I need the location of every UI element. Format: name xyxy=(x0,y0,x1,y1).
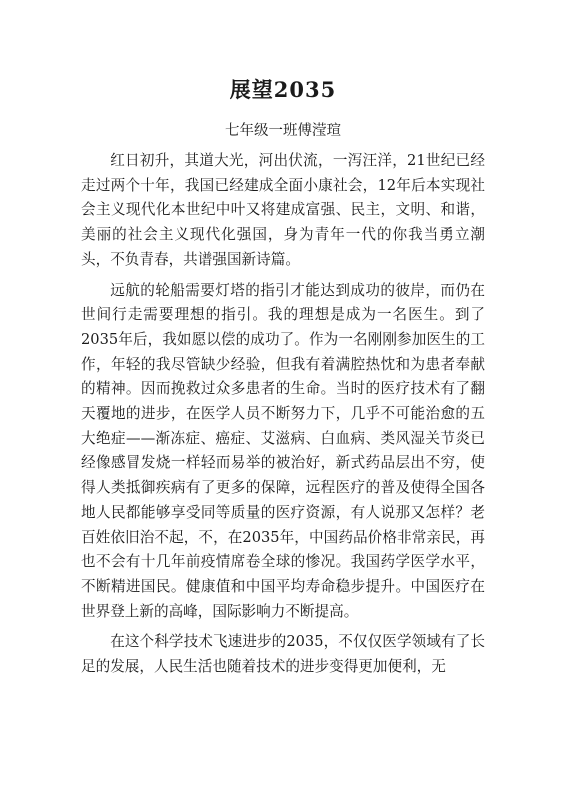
paragraph: 红日初升，其道大光，河出伏流，一泻汪洋，21世纪已经走过两个十年，我国已经建成全面小康社会，12年后本实现社会主义现代化本世纪中叶又将建成富强、民主，文明、和谐，美丽的社会主义现代化强国，身为青年一代的你我当勇立潮头，不负青春，共谱强国新诗篇。 xyxy=(81,152,485,268)
paragraph: 在这个科学技术飞速进步的2035，不仅仅医学领域有了长足的发展，人民生活也随着技术的进步变得更加便利，无 xyxy=(81,633,485,676)
author-line: 七年级一班傅滢瑄 xyxy=(225,123,341,139)
paragraph: 远航的轮船需要灯塔的指引才能达到成功的彼岸，而仍在世间行走需要理想的指引。我的理想是成为一名医生。到了2035年后，我如愿以偿的成功了。作为一名刚刚参加医生的工作，年轻的我尽管缺少经验，但我有着满腔热忱和为患者奉献的精神。因而挽救过众多患者的生命。当时的医疗技术有了翻天覆地的进步，在医学人员不断努力下，几乎不可能治愈的五大绝症——渐冻症、癌症、艾滋病、白血病、类风湿关节炎已经像感冒发烧一样轻而易举的被治好，新式药品层出不穷，使得人类抵御疾病有了更多的保障，远程医疗的普及使得全国各地人民都能够享受同等质量的医疗资源，有人说那又怎样？老百姓依旧治不起，不，在2035年，中国药品价格非常亲民，再也不会有十几年前疫情席卷全球的惨况。我国药学医学水平，不断精进国民。健康值和中国平均寿命稳步提升。中国医疗在世界登上新的高峰，国际影响力不断提高。 xyxy=(81,281,485,620)
document-title: 展望2035 xyxy=(229,77,337,102)
document-body xyxy=(81,149,485,680)
